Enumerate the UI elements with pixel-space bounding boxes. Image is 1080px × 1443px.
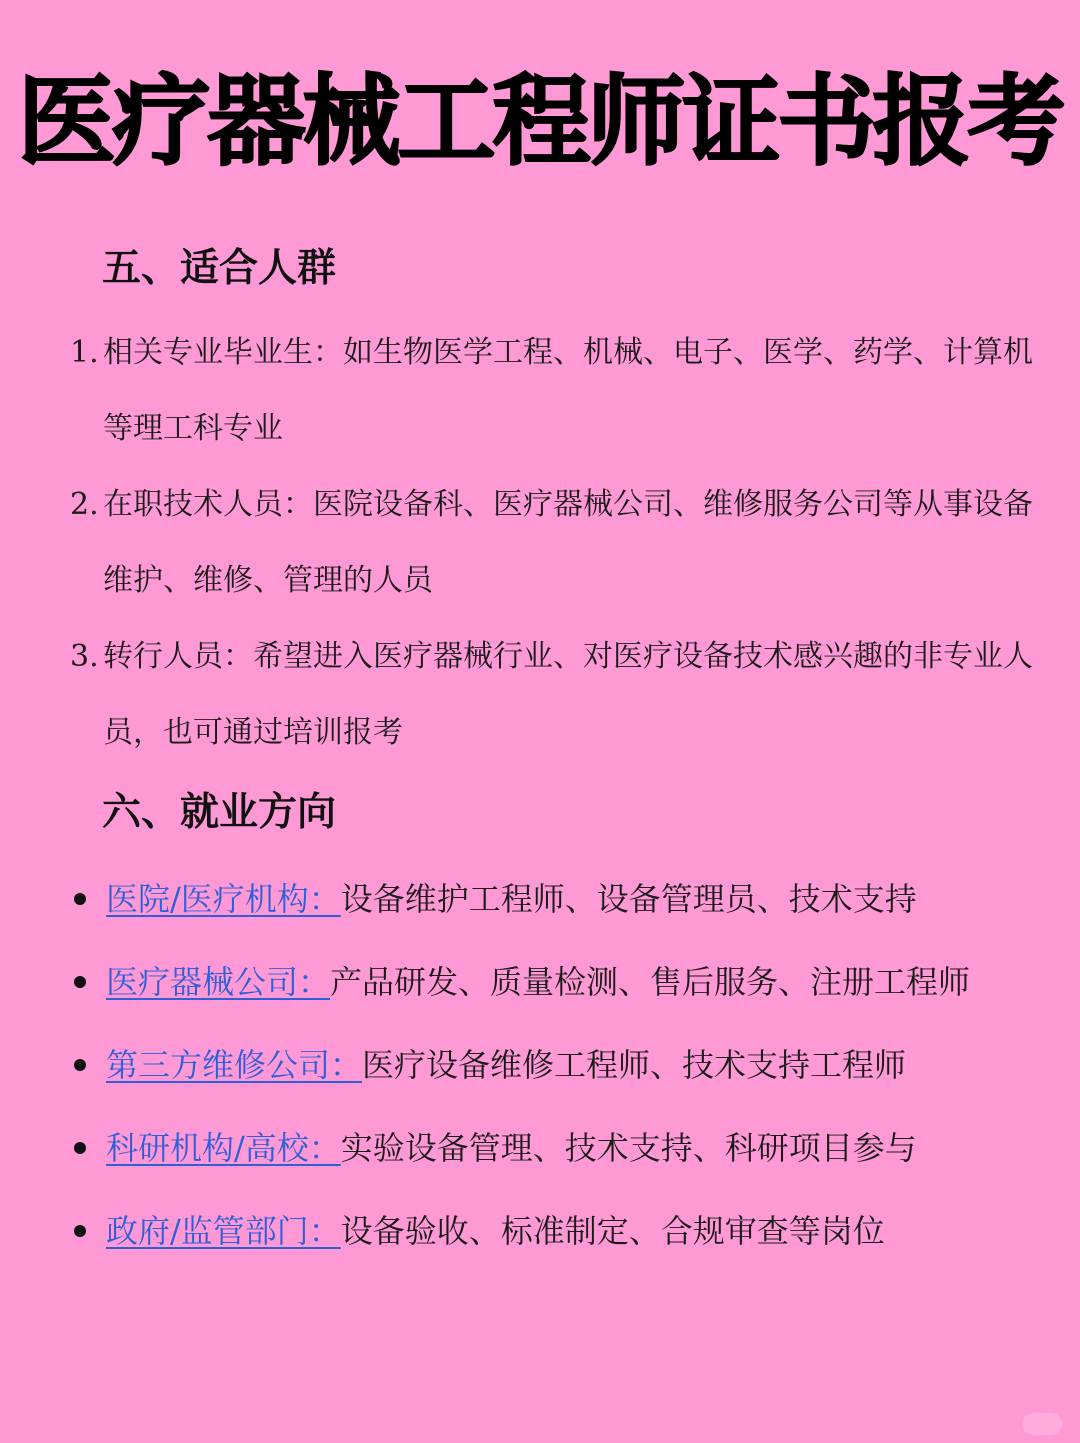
- career-directions-list: [72, 868, 1062, 1283]
- list-item-text: 设备维护工程师、设备管理员、技术支持: [340, 880, 917, 918]
- list-item: [72, 868, 1062, 951]
- page-title: 医疗器械工程师证书报考: [17, 65, 1063, 179]
- list-item: [72, 951, 1062, 1034]
- list-item-text: 产品研发、质量检测、售后服务、注册工程师: [330, 963, 971, 1001]
- list-item: [72, 1034, 1062, 1117]
- target-audience-list: [70, 315, 1055, 771]
- list-item-text: 实验设备管理、技术支持、科研项目参与: [340, 1129, 917, 1167]
- list-item: [72, 1200, 1062, 1283]
- section-heading-career-directions: 六、就业方向: [102, 790, 337, 835]
- third-party-repair-link[interactable]: 第三方维修公司：: [106, 1046, 363, 1084]
- list-item-number: 1.: [70, 335, 99, 370]
- government-link[interactable]: 政府/监管部门：: [106, 1212, 341, 1250]
- bullet-icon: [74, 976, 86, 988]
- bullet-icon: [74, 1142, 86, 1154]
- section-heading-target-audience: 五、适合人群: [102, 246, 337, 291]
- list-item: [70, 619, 1055, 771]
- watermark-icon: [1022, 1413, 1062, 1435]
- list-item: [70, 315, 1055, 467]
- list-item-text: 在职技术人员：医院设备科、医疗器械公司、维修服务公司等从事设备维护、维修、管理的人员: [103, 487, 1033, 598]
- list-item: [72, 1117, 1062, 1200]
- list-item-number: 3.: [70, 639, 99, 674]
- bullet-icon: [74, 1225, 86, 1237]
- list-item-text: 转行人员：希望进入医疗器械行业、对医疗设备技术感兴趣的非专业人员，也可通过培训报考: [103, 639, 1033, 750]
- bullet-icon: [74, 1059, 86, 1071]
- list-item-text: 医疗设备维修工程师、技术支持工程师: [362, 1046, 907, 1084]
- hospital-link[interactable]: 医院/医疗机构：: [106, 880, 341, 918]
- list-item-text: 设备验收、标准制定、合规审查等岗位: [340, 1212, 885, 1250]
- device-company-link[interactable]: 医疗器械公司：: [106, 963, 331, 1001]
- bullet-icon: [74, 893, 86, 905]
- list-item-number: 2.: [70, 487, 99, 522]
- list-item: [70, 467, 1055, 619]
- list-item-text: 相关专业毕业生：如生物医学工程、机械、电子、医学、药学、计算机等理工科专业: [103, 335, 1033, 446]
- research-institution-link[interactable]: 科研机构/高校：: [106, 1129, 341, 1167]
